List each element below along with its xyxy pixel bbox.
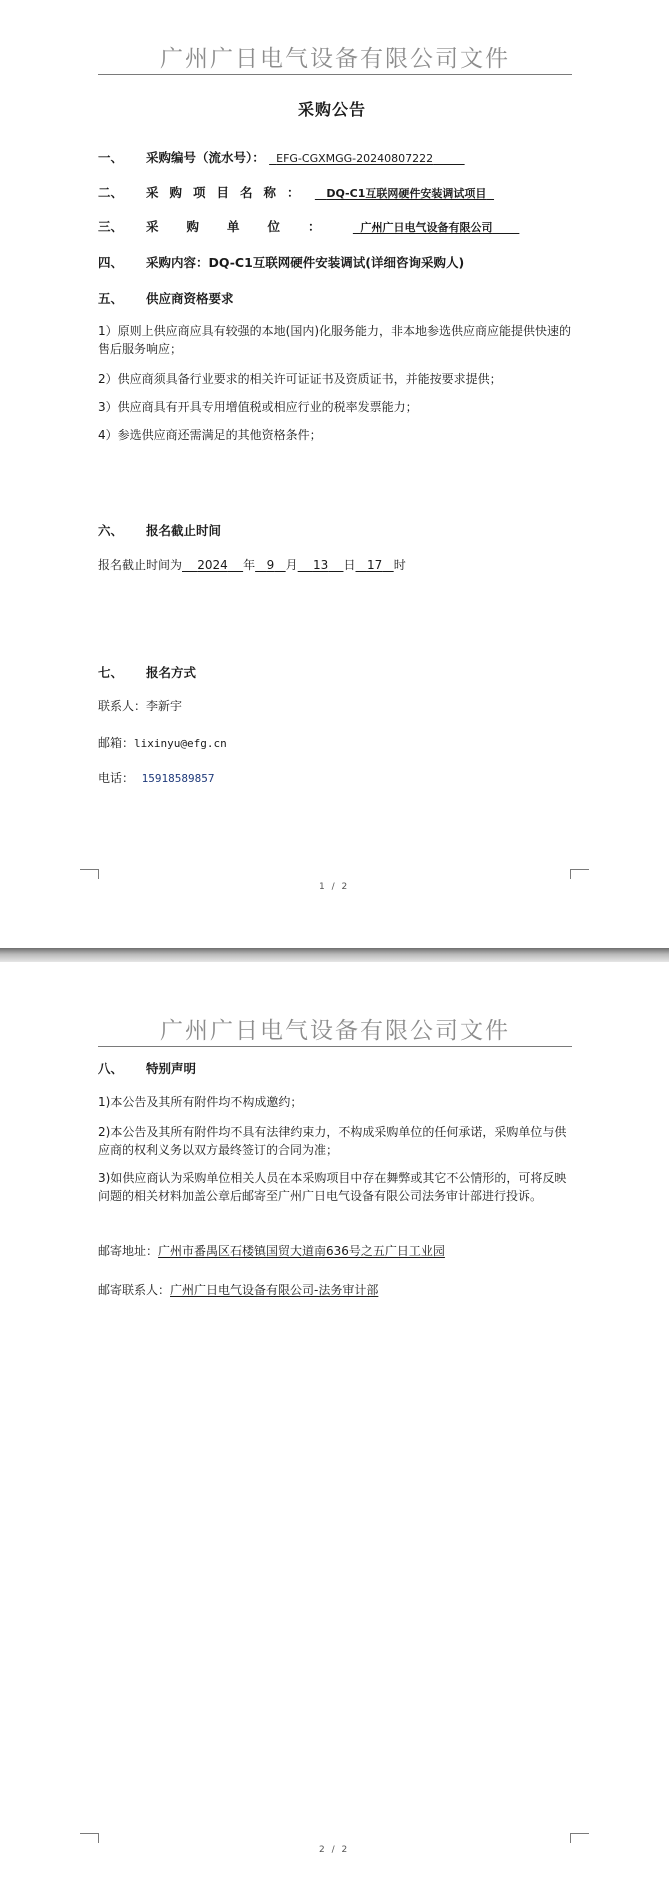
section-5	[98, 289, 234, 307]
crop-mark	[80, 869, 99, 879]
email-value[interactable]: lixinyu@efg.cn	[134, 737, 227, 750]
deadline-line	[98, 556, 406, 573]
document-title: 采购公告	[298, 100, 367, 119]
contact-phone	[98, 769, 215, 786]
section-number: 一、	[98, 150, 124, 165]
deadline-year: 2024	[197, 558, 228, 572]
phone-value: 15918589857	[141, 772, 215, 785]
deadline-day: 13	[312, 558, 329, 572]
contact-person	[98, 697, 182, 714]
declaration-item: 1)本公告及其所有附件均不构成邀约；	[98, 1095, 303, 1109]
section-label: 采购单位：	[146, 219, 349, 234]
page-header: 广州广日电气设备有限公司文件	[160, 1018, 510, 1044]
section-3	[98, 217, 519, 235]
section-1	[98, 148, 465, 166]
procurement-content: 采购内容：DQ-C1互联网硬件安装调试(详细咨询采购人)	[146, 255, 465, 270]
page-separator	[0, 948, 669, 962]
deadline-hour: 17	[366, 558, 383, 572]
section-8	[98, 1059, 196, 1077]
section-number: 三、	[98, 219, 124, 234]
contact-person-label: 联系人：	[98, 699, 147, 713]
mailing-recipient-value: 广州广日电气设备有限公司-法务审计部	[170, 1283, 379, 1297]
section-label: 采购项目名称：	[146, 185, 311, 200]
hour-unit: 时	[393, 558, 406, 572]
procuring-unit: 广州广日电气设备有限公司	[360, 221, 493, 234]
section-number: 八、	[98, 1061, 124, 1076]
phone-label: 电话：	[98, 771, 135, 785]
crop-mark	[80, 1833, 99, 1843]
contact-person-value: 李新宇	[146, 699, 183, 713]
section-number: 二、	[98, 185, 124, 200]
header-rule	[98, 74, 572, 75]
section-label: 采购编号（流水号）：	[146, 150, 265, 165]
requirement-item: 3）供应商具有开具专用增值税或相应行业的税率发票能力；	[98, 400, 418, 414]
crop-mark	[570, 1833, 589, 1843]
crop-mark	[570, 869, 589, 879]
section-6	[98, 521, 221, 539]
mailing-address-value: 广州市番禺区石楼镇国贸大道南636号之五广日工业园	[158, 1244, 445, 1258]
mailing-address	[98, 1242, 445, 1259]
page-header: 广州广日电气设备有限公司文件	[160, 46, 510, 72]
project-name: DQ-C1互联网硬件安装调试项目	[326, 187, 487, 200]
mailing-recipient-label: 邮寄联系人：	[98, 1283, 171, 1297]
year-unit: 年	[243, 558, 256, 572]
section-number: 七、	[98, 665, 124, 680]
deadline-prefix: 报名截止时间为	[98, 558, 183, 572]
email-label: 邮箱：	[98, 736, 135, 750]
declaration-item: 3)如供应商认为采购单位相关人员在本采购项目中存在舞弊或其它不公情形的，可将反映问题的相关材料加盖公章后邮寄至广州广日电气设备有限公司法务审计部进行投诉。	[98, 1171, 567, 1203]
section-label: 供应商资格要求	[146, 291, 234, 306]
section-2	[98, 183, 494, 201]
section-4	[98, 253, 464, 271]
contact-email	[98, 734, 227, 751]
section-label: 报名截止时间	[146, 523, 222, 538]
section-7	[98, 663, 196, 681]
month-unit: 月	[285, 558, 298, 572]
requirement-item: 2）供应商须具备行业要求的相关许可证证书及资质证书，并能按要求提供；	[98, 372, 502, 386]
mailing-address-label: 邮寄地址：	[98, 1244, 159, 1258]
section-number: 六、	[98, 523, 124, 538]
page-number: 2 / 2	[319, 1845, 350, 1855]
day-unit: 日	[343, 558, 356, 572]
section-number: 五、	[98, 291, 124, 306]
deadline-month: 9	[266, 558, 275, 572]
section-label: 报名方式	[146, 665, 197, 680]
declaration-item: 2)本公告及其所有附件均不具有法律约束力，不构成采购单位的任何承诺，采购单位与供应商的权利义务以双方最终签订的合同为准；	[98, 1125, 567, 1157]
header-rule	[98, 1046, 572, 1047]
requirement-item: 4）参选供应商还需满足的其他资格条件；	[98, 428, 322, 442]
page-number: 1 / 2	[319, 882, 350, 892]
requirement-item: 1）原则上供应商应具有较强的本地(国内)化服务能力，非本地参选供应商应能提供快速的售后服务响应；	[98, 324, 572, 356]
procurement-number: EFG-CGXMGG-20240807222	[276, 152, 434, 165]
section-number: 四、	[98, 255, 124, 270]
section-label: 特别声明	[146, 1061, 197, 1076]
mailing-recipient	[98, 1281, 378, 1298]
